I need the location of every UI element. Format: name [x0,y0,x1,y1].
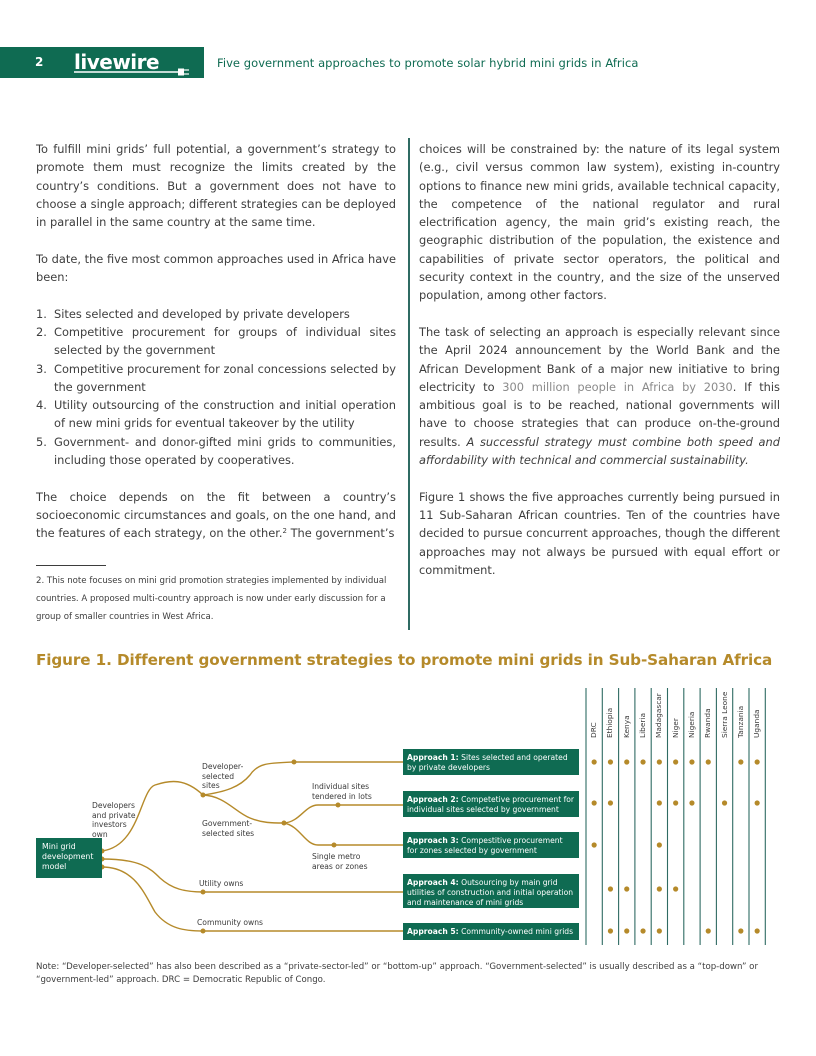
approach-dot [657,928,662,933]
paragraph [36,488,396,543]
paragraph-text: The task of selecting an approach is especially relevant since the April 2024 announcement by the World Bank and the African Development Bank of a major new initiative to bring electricity to [419,324,780,394]
paragraph: To fulfill mini grids’ full potential, a government’s strategy to promote them must recognize the limits created by the country’s conditions. But a government does not have to choose a single approach; different strategies can be deployed in parallel in the same country at the same time. [36,142,396,230]
connector-individual [284,805,403,823]
label-developer-selected: Developer- selected sites [202,762,244,790]
page-number: 2 [35,55,44,69]
approach-dot [689,759,694,764]
node [332,843,337,848]
node [201,929,206,934]
list-number: 3. [36,361,47,376]
approach-dot [608,800,613,805]
approach-dot [722,800,727,805]
label-individual-sites: Individual sites tendered in lots [312,782,372,801]
node [292,760,297,765]
list-number: 1. [36,306,47,321]
connector-metro [284,823,403,845]
approach-dot [657,800,662,805]
label-developers-own: Developers and private investors own [92,801,136,839]
footnote-divider [36,565,106,566]
list-text: Sites selected and developed by private developers [54,306,350,321]
approach-dot [657,759,662,764]
approach-dot [673,800,678,805]
approach-dot [592,759,597,764]
approach-dot [673,886,678,891]
livewire-logo [72,48,194,76]
list-text: Competitive procurement for groups of individual sites selected by the government [54,324,396,358]
node [201,793,206,798]
approach-dot [755,928,760,933]
list-item [36,323,396,360]
node [201,890,206,895]
country-label: Uganda [752,709,762,738]
list-item [36,305,396,323]
node [282,821,287,826]
country-label: Madagascar [654,693,664,738]
approach-3-box: Approach 3: Compestitive procurement for zones selected by government [403,832,579,858]
approach-dot [657,886,662,891]
list-number: 4. [36,398,47,413]
emphasis-text: A successful strategy must combine both speed and affordability with technical and commercial sustainability. [419,434,780,468]
paragraph-text: The government’s [286,526,395,541]
country-label: Rwanda [703,708,713,738]
approach-dot [689,800,694,805]
label-government-selected: Government- selected sites [202,819,255,838]
right-column [419,140,780,597]
logo-text: livewire [74,50,160,74]
document-title: Five government approaches to promote solar hybrid mini grids in Africa [217,56,639,70]
approach-dot [755,759,760,764]
approach-1-box: Approach 1: Sites selected and operated by private developers [403,749,579,775]
label-single-metro: Single metro areas or zones [312,852,368,871]
approach-dot [608,886,613,891]
approach-dot [738,759,743,764]
list-text: Government- and donor-gifted mini grids to communities, including those operated by cooperatives. [54,434,396,468]
paragraph-text: . If this ambitious goal is to be reached, national governments will have to choose strategies that can produce on-the-ground results. [419,379,780,449]
approach-dot [738,928,743,933]
list-item [36,360,396,397]
approach-dot [706,928,711,933]
approach-5-box: Approach 5: Community-owned mini grids [403,923,579,940]
approach-dot [640,928,645,933]
list-number: 2. [36,324,47,339]
paragraph-text: The choice depends on the fit between a country’s socioeconomic circumstances and goals, on the one hand, and the features of each strategy, on the other. [36,489,396,541]
country-label: Liberia [638,712,648,738]
footnote-ref[interactable]: 2 [282,527,287,536]
approach-dot [640,759,645,764]
figure-title: Figure 1. Different government strategies to promote mini grids in Sub-Saharan Africa [36,651,773,669]
node [336,803,341,808]
paragraph: To date, the five most common approaches used in Africa have been: [36,251,396,285]
list-text: Competitive procurement for zonal concessions selected by the government [54,361,396,394]
list-item [36,433,396,470]
model-box: Mini grid development model [36,838,102,878]
country-label: DRC [589,722,599,738]
footnote: 2. This note focuses on mini grid promotion strategies implemented by individual countries. A proposed multi-country approach is now under early discussion for a group of smaller countries in West Africa. [36,575,387,622]
approach-2-box: Approach 2: Competetive procurement for individual sites selected by government [403,791,579,817]
country-label: Ethiopia [605,707,615,738]
country-label: Tanzania [735,705,745,738]
plug-icon [178,69,184,76]
approach-dot [592,842,597,847]
approach-dot [608,759,613,764]
approach-list [36,305,396,470]
figure-note: Note: “Developer-selected” has also been described as a “private-sector-led” or “bottom-up” approach. “Government-selected” is usually described as a “top-down” or “government-led” approach. DRC = Democratic Republic of Congo. [36,962,758,985]
label-utility-owns: Utility owns [199,879,244,888]
paragraph [419,323,780,469]
list-item [36,396,396,433]
approach-dot [624,886,629,891]
approach-dot [592,800,597,805]
approach-4-box: Approach 4: Outsourcing by main grid utilities of construction and initial operation and maintenance of mini grids [403,874,579,908]
list-text: Utility outsourcing of the construction and initial operation of new mini grids for eventual takeover by the utility [54,398,396,431]
country-label: Sierra Leone [719,691,729,738]
approach-dot [657,842,662,847]
approach-dot [624,928,629,933]
approach-dot [673,759,678,764]
initiative-link[interactable]: 300 million people in Africa by 2030 [502,379,733,394]
country-approach-dots [592,759,760,933]
approach-dot [706,759,711,764]
column-divider [408,138,410,630]
country-label: Kenya [621,715,631,738]
left-column [36,140,396,626]
label-community-owns: Community owns [197,918,263,927]
paragraph: choices will be constrained by: the nature of its legal system (e.g., civil versus common law system), existing in-country options to finance new mini grids, available technical capacity, the competence of the national regulator and rural electrification agency, the main grid’s existing reach, the geographic distribution of the population, the existence and capabilities of private sector operators, the political and security context in the country, and the size of the unserved population, among other factors. [419,142,780,303]
approach-dot [624,759,629,764]
paragraph: Figure 1 shows the five approaches currently being pursued in 11 Sub-Saharan African countries. Ten of the countries have decided to pursue concurrent approaches, though the different approaches may not always be pursued with equal effort or commitment. [419,489,780,577]
country-label: Nigeria [686,711,696,738]
approach-dot [608,928,613,933]
approach-dot [755,800,760,805]
list-number: 5. [36,434,47,449]
country-label: Niger [670,718,680,738]
